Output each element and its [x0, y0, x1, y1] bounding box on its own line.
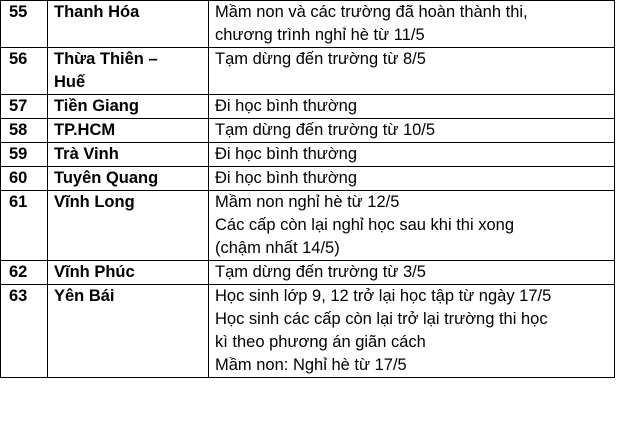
- school-status: [209, 285, 615, 378]
- school-status: [209, 119, 615, 143]
- table-row: [1, 1, 615, 48]
- row-number: 58: [1, 119, 48, 143]
- province-name: [48, 191, 209, 261]
- row-number: 60: [1, 167, 48, 191]
- row-number: 55: [1, 1, 48, 48]
- row-number: 57: [1, 95, 48, 119]
- school-status: [209, 48, 615, 95]
- table-row: [1, 119, 615, 143]
- row-number: 63: [1, 285, 48, 378]
- row-number: 59: [1, 143, 48, 167]
- province-name: [48, 1, 209, 48]
- status-line: Mầm non và các trường đã hoàn thành thi,: [215, 3, 528, 21]
- table-row: [1, 285, 615, 378]
- province-name: [48, 261, 209, 285]
- status-line: Đi học bình thường: [215, 169, 358, 187]
- table-row: [1, 48, 615, 95]
- table-body: [1, 1, 615, 378]
- row-number: 62: [1, 261, 48, 285]
- status-line: Các cấp còn lại nghỉ học sau khi thi xong: [215, 216, 515, 234]
- province-name-line: Thừa Thiên –: [54, 50, 158, 68]
- school-status: [209, 1, 615, 48]
- province-name-line: TP.HCM: [54, 121, 116, 139]
- status-line: Học sinh các cấp còn lại trở lại trường thi học: [215, 310, 548, 328]
- status-line: chương trình nghỉ hè từ 11/5: [215, 26, 425, 44]
- status-line: Học sinh lớp 9, 12 trở lại học tập từ ngày 17/5: [215, 287, 552, 305]
- status-line: kì theo phương án giãn cách: [215, 333, 426, 351]
- province-name: [48, 143, 209, 167]
- status-line: Mầm non nghỉ hè từ 12/5: [215, 193, 400, 211]
- table-row: [1, 143, 615, 167]
- province-name: [48, 285, 209, 378]
- province-name: [48, 119, 209, 143]
- province-name-line: Huế: [54, 73, 86, 91]
- status-line: Tạm dừng đến trường từ 8/5: [215, 50, 426, 68]
- province-name-line: Tiền Giang: [54, 97, 139, 115]
- province-name: [48, 48, 209, 95]
- school-status: [209, 95, 615, 119]
- table-row: [1, 191, 615, 261]
- province-name-line: Thanh Hóa: [54, 3, 140, 21]
- province-name-line: Vĩnh Phúc: [54, 263, 135, 281]
- status-line: (chậm nhất 14/5): [215, 239, 340, 257]
- status-line: Mầm non: Nghỉ hè từ 17/5: [215, 356, 407, 374]
- status-line: Tạm dừng đến trường từ 3/5: [215, 263, 426, 281]
- province-name-line: Yên Bái: [54, 287, 115, 305]
- status-line: Đi học bình thường: [215, 97, 358, 115]
- school-status: [209, 191, 615, 261]
- table-row: [1, 261, 615, 285]
- province-name-line: Trà Vinh: [54, 145, 119, 163]
- province-name-line: Tuyên Quang: [54, 169, 159, 187]
- status-line: Tạm dừng đến trường từ 10/5: [215, 121, 436, 139]
- province-name: [48, 167, 209, 191]
- row-number: 56: [1, 48, 48, 95]
- school-status: [209, 261, 615, 285]
- province-name-line: Vĩnh Long: [54, 193, 135, 211]
- school-status: [209, 143, 615, 167]
- table-row: [1, 167, 615, 191]
- table-row: [1, 95, 615, 119]
- row-number: 61: [1, 191, 48, 261]
- school-status: [209, 167, 615, 191]
- province-name: [48, 95, 209, 119]
- status-line: Đi học bình thường: [215, 145, 358, 163]
